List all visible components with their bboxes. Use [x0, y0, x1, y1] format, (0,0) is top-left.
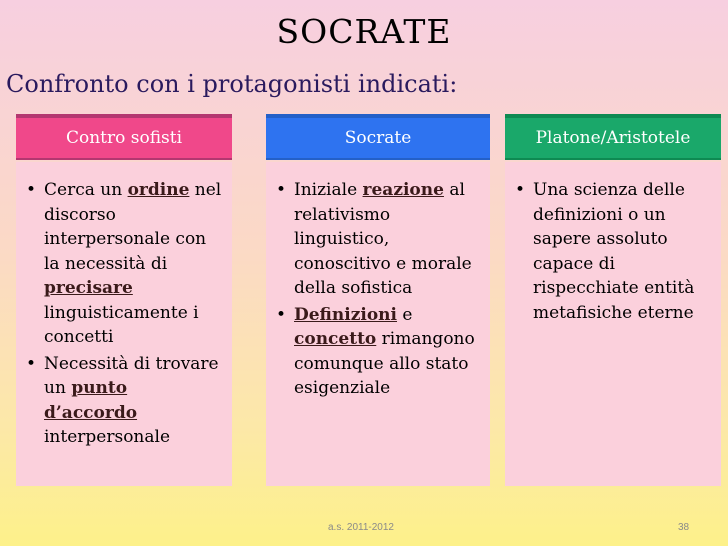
column-header: Socrate [266, 114, 490, 160]
keyword: punto d’accordo [44, 378, 138, 423]
slide-title: SOCRATE [276, 12, 452, 51]
column-body [266, 162, 490, 486]
text-segment: Una scienza delle definizioni o un sapere assoluto capace di rispecchiate entità metafisiche eterne [533, 180, 695, 323]
text-segment: interpersonale [44, 427, 171, 447]
bullet-item [24, 178, 226, 350]
text-segment: e [397, 304, 413, 325]
keyword: precisare [44, 278, 133, 298]
page-number: 38 [678, 522, 690, 533]
keyword: reazione [362, 180, 444, 200]
slide-subtitle: Confronto con i protagonisti indicati: [6, 70, 458, 98]
column-socrate [266, 114, 490, 486]
text-segment: Iniziale [294, 180, 363, 200]
keyword: concetto [294, 329, 377, 349]
bullet-item [513, 178, 715, 325]
column-header: Contro sofisti [16, 114, 232, 160]
text-segment: Cerca un [44, 180, 128, 200]
text-segment: nel discorso interpersonale con la necessità di [44, 180, 222, 274]
column-platone-aristotele [505, 114, 721, 486]
keyword: Definizioni [294, 304, 398, 325]
bullet-item [274, 178, 484, 301]
text-segment: rimangono comunque allo stato esigenziale [294, 329, 475, 398]
bullet-item [274, 303, 484, 401]
text-segment: Necessità di trovare un [44, 353, 219, 398]
bullet-item [24, 352, 226, 450]
text-segment: al relativismo linguistico, conoscitivo e morale della sofistica [294, 180, 472, 298]
column-body [505, 162, 721, 486]
column-header: Platone/Aristotele [505, 114, 721, 160]
column-contro-sofisti [16, 114, 232, 486]
column-body [16, 162, 232, 486]
text-segment: linguisticamente i concetti [44, 302, 199, 347]
keyword: ordine [127, 180, 190, 200]
footer-date: a.s. 2011-2012 [328, 522, 394, 533]
